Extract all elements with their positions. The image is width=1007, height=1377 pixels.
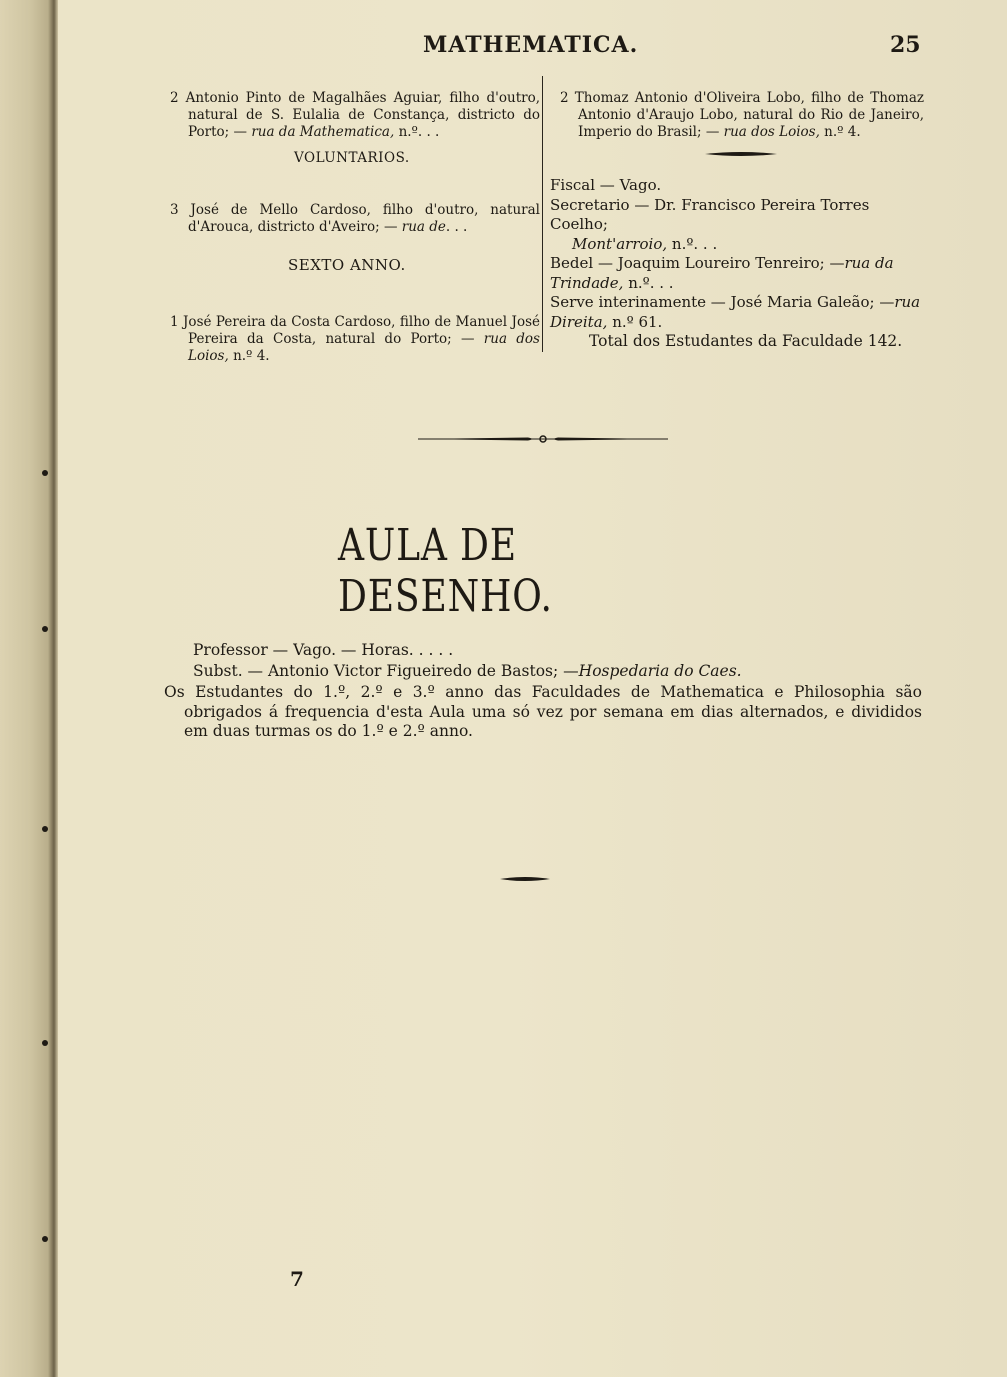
student-entry: 3 José de Mello Cardoso, filho d'outro, natural d'Arouca, districto d'Aveiro; — rua de. . . xyxy=(170,201,540,235)
total-students: Total dos Estudantes da Faculdade 142. xyxy=(589,332,903,350)
right-column xyxy=(560,76,924,154)
section-ornament xyxy=(418,434,668,444)
faculty-officers xyxy=(550,176,922,332)
binding-stitch xyxy=(42,1040,48,1046)
book-gutter xyxy=(0,0,58,1377)
binding-stitch xyxy=(42,470,48,476)
fiscal-line: Fiscal — Vago. xyxy=(550,176,662,194)
student-entry: 2 Thomaz Antonio d'Oliveira Lobo, filho de Thomaz Antonio d'Araujo Lobo, natural do Rio de Janeiro, Imperio do Brasil; — rua dos Loios, n.º 4. xyxy=(560,89,924,140)
page-number: 25 xyxy=(890,32,921,58)
student-entry: 2 Antonio Pinto de Magalhães Aguiar, filho d'outro, natural de S. Eulalia de Constança, districto do Porto; — rua da Mathematica, n.º. . . xyxy=(170,89,540,140)
substitute-line: Subst. — Antonio Victor Figueiredo de Bastos; —Hospedaria do Caes. xyxy=(193,662,742,680)
binding-stitch xyxy=(42,1236,48,1242)
end-ornament xyxy=(500,875,550,883)
attendance-paragraph: Os Estudantes do 1.º, 2.º e 3.º anno das Faculdades de Mathematica e Philosophia são obrigados á frequencia d'esta Aula uma só vez por semana em dias alternados, e divididos em duas turmas os do 1.º e 2.º anno. xyxy=(164,683,922,740)
heading-voluntarios: VOLUNTARIOS. xyxy=(294,150,410,166)
bedel-line: Bedel — Joaquim Loureiro Tenreiro; —rua da Trindade, n.º. . . xyxy=(550,254,894,292)
secretario-line: Secretario — Dr. Francisco Pereira Torres Coelho; Mont'arroio, n.º. . . xyxy=(550,195,870,253)
left-column xyxy=(170,76,540,154)
column-divider xyxy=(542,76,543,352)
left-column-entry-2 xyxy=(170,188,540,249)
small-ornament xyxy=(705,150,777,158)
student-entry: 1 José Pereira da Costa Cardoso, filho de Manuel José Pereira da Costa, natural do Porto; — rua dos Loios, n.º 4. xyxy=(170,313,540,364)
heading-sexto-anno: SEXTO ANNO. xyxy=(288,256,406,274)
binding-stitch xyxy=(42,826,48,832)
binding-stitch xyxy=(42,626,48,632)
serve-line: Serve interinamente — José Maria Galeão; —rua Direita, n.º 61. xyxy=(550,293,921,331)
professor-line: Professor — Vago. — Horas. . . . . xyxy=(193,641,454,659)
section-title: AULA DE DESENHO. xyxy=(338,520,553,622)
left-column-entry-3 xyxy=(170,300,540,378)
running-header-title: MATHEMATICA. xyxy=(423,32,639,58)
signature-mark: 7 xyxy=(290,1267,304,1291)
